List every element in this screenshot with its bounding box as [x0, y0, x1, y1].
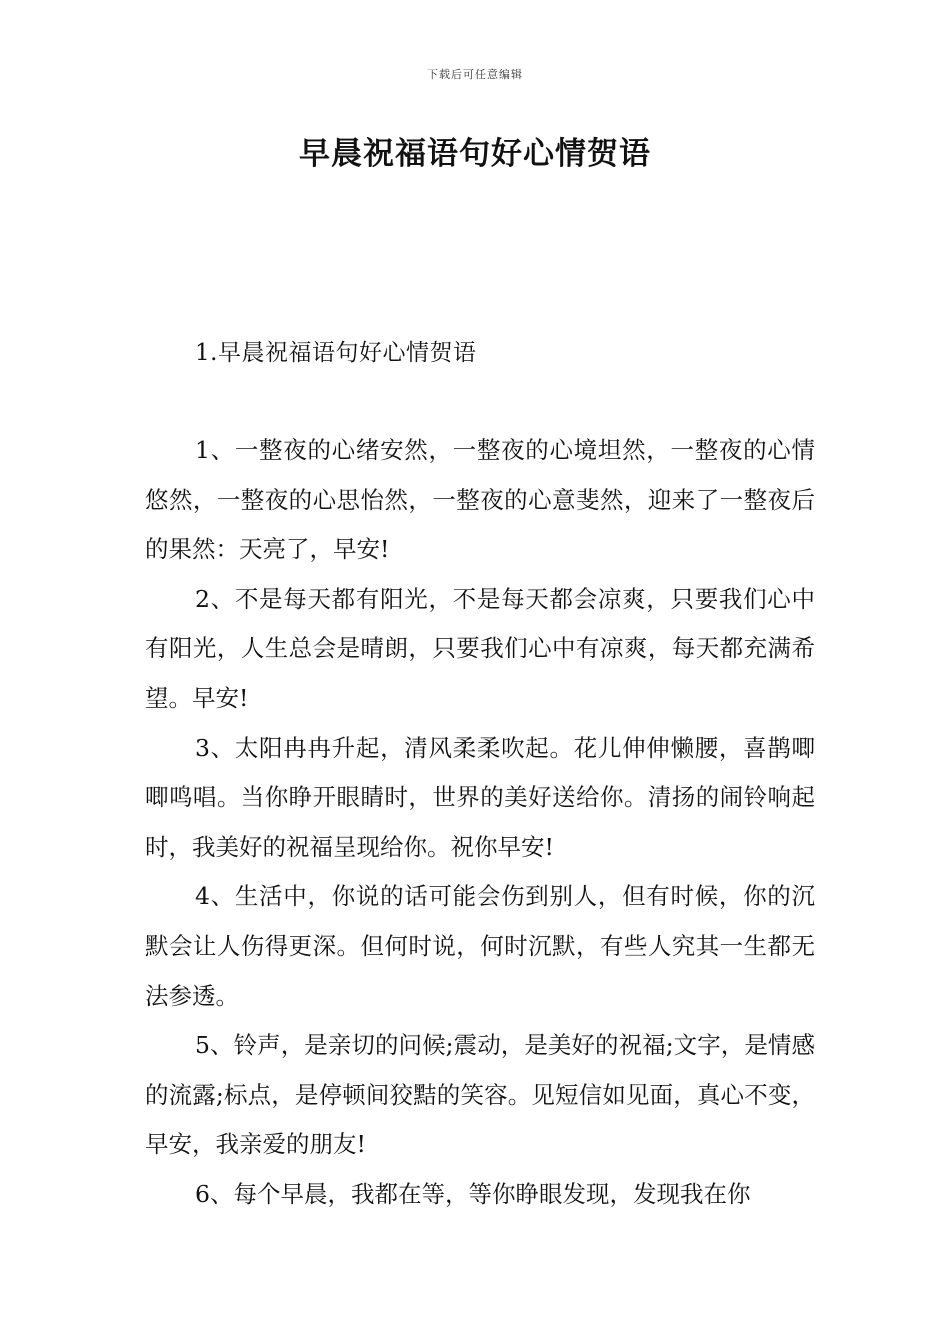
paragraph-5: 5、铃声，是亲切的问候;震动，是美好的祝福;文字，是情感的流露;标点，是停顿间狡黠的笑容。见短信如见面，真心不变，早安，我亲爱的朋友! [145, 1031, 815, 1159]
header-note: 下载后可任意编辑 [427, 68, 523, 81]
paragraph-1: 1、一整夜的心绪安然，一整夜的心境坦然，一整夜的心情悠然，一整夜的心思怡然，一整夜的心意斐然，迎来了一整夜后的果然：天亮了，早安! [145, 436, 815, 564]
document-title: 早晨祝福语句好心情贺语 [299, 136, 651, 172]
paragraph-2: 2、不是每天都有阳光，不是每天都会凉爽，只要我们心中有阳光，人生总会是晴朗，只要我们心中有凉爽，每天都充满希望。早安! [145, 584, 815, 712]
section-heading: 1.早晨祝福语句好心情贺语 [195, 340, 477, 366]
paragraph-6: 6、每个早晨，我都在等，等你睁眼发现，发现我在你 [195, 1179, 751, 1208]
body-text [145, 426, 815, 1220]
paragraph-3: 3、太阳冉冉升起，清风柔柔吹起。花儿伸伸懒腰，喜鹊唧唧鸣唱。当你睁开眼睛时，世界的美好送给你。清扬的闹铃响起时，我美好的祝福呈现给你。祝你早安! [145, 733, 815, 861]
paragraph-4: 4、生活中，你说的话可能会伤到别人，但有时候，你的沉默会让人伤得更深。但何时说，何时沉默，有些人究其一生都无法参透。 [145, 882, 815, 1010]
